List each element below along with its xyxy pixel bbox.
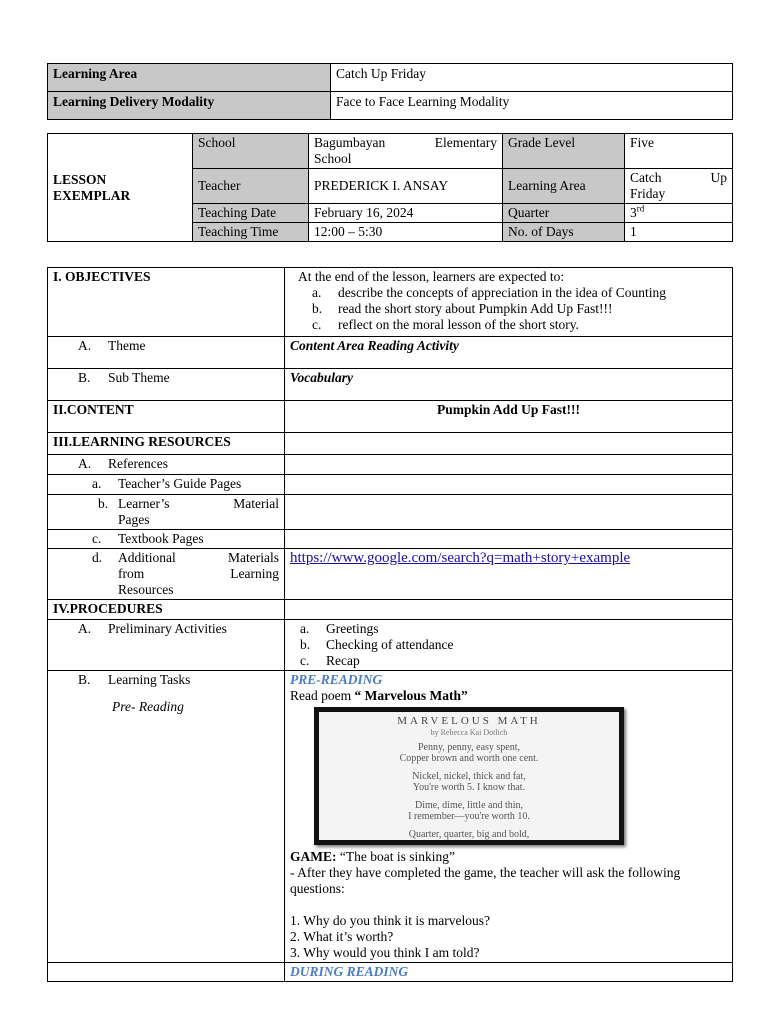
objective-marker: b. <box>312 301 323 316</box>
objectives-list <box>290 285 727 333</box>
no-of-days-value: 1 <box>625 223 733 242</box>
poem-byline: by Rebecca Kai Dotlich <box>430 728 508 737</box>
content-value: Pumpkin Add Up Fast!!! <box>285 401 733 433</box>
learning-area-value-2 <box>625 169 733 204</box>
pre-reading-heading: PRE-READING <box>290 672 383 687</box>
title-line-2: EXEMPLAR <box>53 187 131 203</box>
quarter-label: Quarter <box>503 204 625 223</box>
lesson-info-table <box>47 133 733 242</box>
teachers-guide-value <box>285 475 733 495</box>
poem-stanza <box>319 771 619 793</box>
poem-line: Copper brown and worth one cent. <box>399 753 539 764</box>
area-value-part: Up <box>710 170 727 185</box>
marvelous-math-poem-image <box>314 707 624 845</box>
poem-stanzas <box>319 742 619 845</box>
poem-stanza <box>319 800 619 822</box>
preliminary-row-label <box>48 620 285 671</box>
quarter-value <box>625 204 733 223</box>
poem-line: Quarter, quarter, big and bold, <box>408 829 530 840</box>
pre-reading-side-label: Pre- Reading <box>112 699 184 714</box>
teaching-time-label: Teaching Time <box>193 223 309 242</box>
ref-a-label: Teacher’s Guide Pages <box>118 476 242 491</box>
ref-b-marker: b. <box>98 496 109 511</box>
school-label: School <box>193 134 309 169</box>
poem-line: I remember—you're worth 10. <box>408 811 530 822</box>
prelim-item <box>300 621 727 637</box>
prelim-marker: c. <box>300 653 310 668</box>
ref-d-marker: d. <box>92 550 103 565</box>
modality-label: Learning Delivery Modality <box>48 92 331 120</box>
prelim-text: Checking of attendance <box>326 637 454 652</box>
teaching-time-value: 12:00 – 5:30 <box>309 223 503 242</box>
learning-tasks-value <box>285 671 733 963</box>
learning-area-label-2: Learning Area <box>503 169 625 204</box>
after-game-instructions: - After they have completed the game, the teacher will ask the following questions: <box>290 865 681 896</box>
read-poem-title: “ Marvelous Math” <box>354 688 468 703</box>
prelim-text: Greetings <box>326 621 379 636</box>
references-row-label <box>48 455 285 475</box>
school-value-part: School <box>314 151 352 166</box>
textbook-row-label <box>48 530 285 549</box>
objective-text: describe the concepts of appreciation in the idea of Counting <box>338 285 667 300</box>
objectives-cell <box>285 268 733 337</box>
ref-d-label-part: from <box>118 566 145 581</box>
additional-materials-value <box>285 549 733 600</box>
references-value <box>285 455 733 475</box>
teacher-label: Teacher <box>193 169 309 204</box>
title-line-1: LESSON <box>53 171 107 187</box>
theme-marker: A. <box>78 338 92 353</box>
ref-d-label-part: Additional <box>118 550 176 565</box>
prelim-marker: A. <box>78 621 92 636</box>
procedures-label: IV.PROCEDURES <box>48 600 285 620</box>
poem-line <box>319 840 619 845</box>
ref-b-label-part: Learner’s <box>118 496 170 511</box>
modality-value: Face to Face Learning Modality <box>331 92 733 120</box>
learning-area-label: Learning Area <box>48 64 331 92</box>
teachers-guide-row-label <box>48 475 285 495</box>
objective-marker: c. <box>312 317 322 332</box>
tasks-label: Learning Tasks <box>108 672 191 687</box>
theme-label: Theme <box>108 338 146 353</box>
objectives-intro: At the end of the lesson, learners are expected to: <box>298 269 565 284</box>
prelim-text: Recap <box>326 653 360 668</box>
objectives-label: I. OBJECTIVES <box>48 268 285 337</box>
learning-resources-value <box>285 433 733 455</box>
question-item: 2. What it’s worth? <box>290 929 394 944</box>
content-label: II.CONTENT <box>48 401 285 433</box>
ref-d-label-part: Materials <box>228 550 279 565</box>
school-value-part: Bagumbayan <box>314 135 386 150</box>
prelim-label: Preliminary Activities <box>108 621 227 636</box>
learners-material-value <box>285 495 733 530</box>
learning-resources-label: III.LEARNING RESOURCES <box>48 433 285 455</box>
subtheme-marker: B. <box>78 370 91 385</box>
google-search-link[interactable]: https://www.google.com/search?q=math+story+example <box>290 550 631 566</box>
teaching-date-value: February 16, 2024 <box>309 204 503 223</box>
poem-line: Nickel, nickel, thick and fat, <box>412 771 526 782</box>
ref-a-marker: a. <box>92 476 102 491</box>
teaching-date-label: Teaching Date <box>193 204 309 223</box>
area-value-part: Catch <box>630 170 662 185</box>
references-marker: A. <box>78 456 92 471</box>
read-poem-prefix: Read poem <box>290 688 355 703</box>
subtheme-row-label <box>48 369 285 401</box>
header-table <box>47 63 733 120</box>
subtheme-value: Vocabulary <box>285 369 733 401</box>
objective-text: read the short story about Pumpkin Add Up Fast!!! <box>338 301 613 316</box>
poem-line: Penny, penny, easy spent, <box>417 742 521 753</box>
during-reading-row-label <box>48 963 285 982</box>
school-value-part: Elementary <box>434 135 497 150</box>
read-poem-line <box>290 688 727 704</box>
question-item: 1. Why do you think it is marvelous? <box>290 913 490 928</box>
poem-stanza <box>319 742 619 764</box>
learning-area-value: Catch Up Friday <box>331 64 733 92</box>
school-value <box>309 134 503 169</box>
poem-line: Dime, dime, little and thin, <box>414 800 524 811</box>
quarter-suffix: rd <box>636 203 645 214</box>
prelim-item <box>300 637 727 653</box>
objective-marker: a. <box>312 285 322 300</box>
references-label: References <box>108 456 168 471</box>
poem-title: MARVELOUS MATH <box>397 715 541 727</box>
questions-list <box>290 913 727 961</box>
lesson-exemplar-title <box>48 134 193 242</box>
teacher-value: PREDERICK I. ANSAY <box>309 169 503 204</box>
game-line <box>290 849 727 865</box>
ref-c-label: Textbook Pages <box>118 531 204 546</box>
prelim-item <box>300 653 727 669</box>
preliminary-value <box>285 620 733 671</box>
theme-row-label <box>48 337 285 369</box>
tasks-marker: B. <box>78 672 91 687</box>
additional-materials-row-label <box>48 549 285 600</box>
poem-line: You're worth 5. I know that. <box>412 782 526 793</box>
prelim-marker: a. <box>300 621 310 636</box>
ref-b-label-part: Material <box>233 496 279 511</box>
procedures-value <box>285 600 733 620</box>
prelim-marker: b. <box>300 637 311 652</box>
theme-value: Content Area Reading Activity <box>285 337 733 369</box>
ref-d-label-part: Resources <box>118 582 174 597</box>
prelim-list <box>290 621 727 669</box>
objective-item <box>312 301 727 317</box>
ref-c-marker: c. <box>92 531 102 546</box>
grade-level-value: Five <box>625 134 733 169</box>
learning-tasks-row-label <box>48 671 285 963</box>
learners-material-row-label <box>48 495 285 530</box>
grade-level-label: Grade Level <box>503 134 625 169</box>
ref-b-label-part: Pages <box>118 512 150 527</box>
subtheme-label: Sub Theme <box>108 370 170 385</box>
objective-item <box>312 285 727 301</box>
lesson-plan-table <box>47 267 733 982</box>
quarter-number: 3 <box>630 205 637 220</box>
objective-text: reflect on the moral lesson of the short story. <box>338 317 579 332</box>
textbook-value <box>285 530 733 549</box>
during-reading-heading: DURING READING <box>285 963 733 982</box>
game-label: GAME: <box>290 849 337 864</box>
no-of-days-label: No. of Days <box>503 223 625 242</box>
area-value-part: Friday <box>630 186 666 201</box>
objective-item <box>312 317 727 333</box>
question-item: 3. Why would you think I am told? <box>290 945 480 960</box>
poem-stanza <box>319 829 619 845</box>
game-value: “The boat is sinking” <box>336 849 455 864</box>
ref-d-label-part: Learning <box>230 566 279 581</box>
